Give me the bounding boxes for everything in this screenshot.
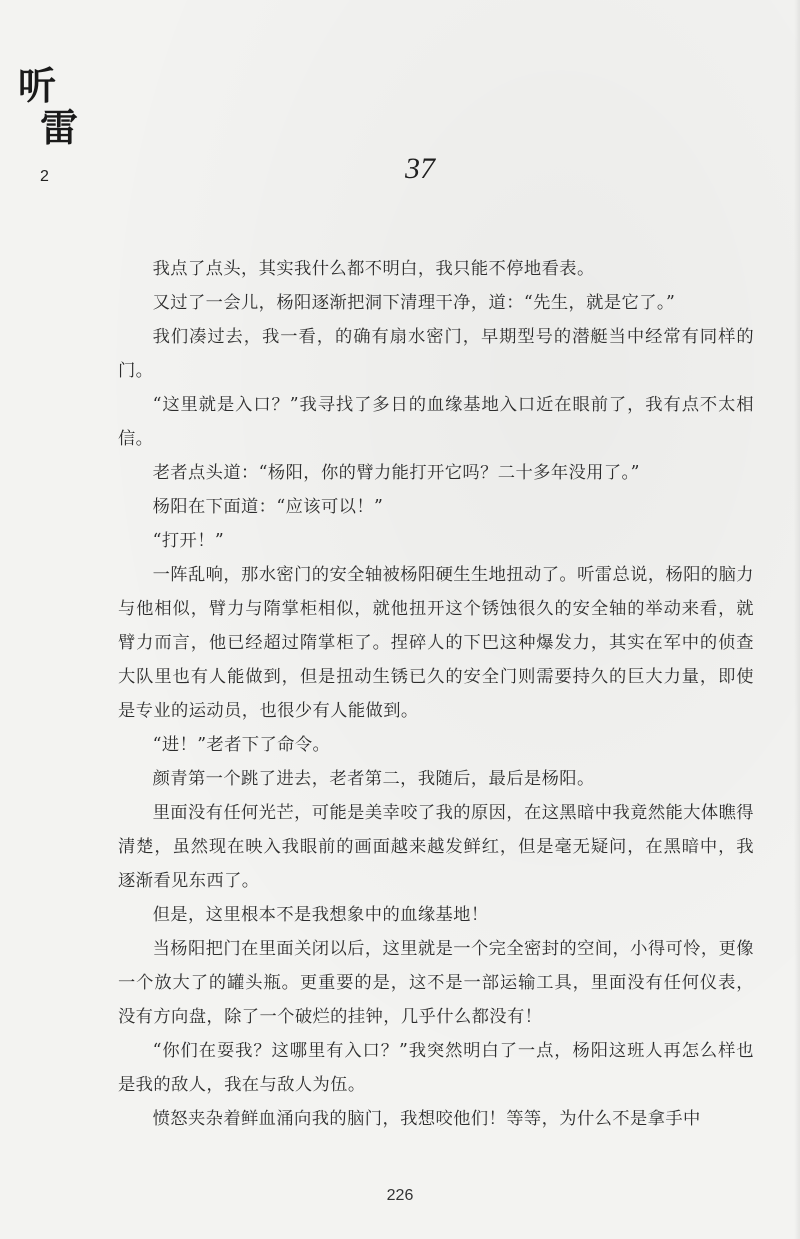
paragraph-8: 一阵乱响，那水密门的安全轴被杨阳硬生生地扭动了。听雷总说，杨阳的脑力与他相似，臂力与隋掌柜相似，就他扭开这个锈蚀很久的安全轴的举动来看，就臂力而言，他已经超过隋掌柜了。捏碎人的下巴这种爆发力，其实在军中的侦查大队里也有人能做到，但是扭动生锈已久的安全门则需要持久的巨大力量，即使是专业的运动员，也很少有人能做到。: [118, 565, 754, 721]
paragraph-6: 杨阳在下面道：“应该可以！”: [152, 497, 384, 517]
chapter-number: 37: [405, 152, 435, 185]
paragraph-12: 但是，这里根本不是我想象中的血缘基地！: [152, 905, 489, 925]
paragraph-11: 里面没有任何光芒，可能是美幸咬了我的原因，在这黑暗中我竟然能大体瞧得清楚，虽然现在映入我眼前的画面越来越发鲜红，但是毫无疑问，在黑暗中，我逐渐看见东西了。: [118, 803, 754, 891]
paragraph-10: 颜青第一个跳了进去，老者第二，我随后，最后是杨阳。: [152, 769, 595, 789]
paragraph-13: 当杨阳把门在里面关闭以后，这里就是一个完全密封的空间，小得可怜，更像一个放大了的罐头瓶。更重要的是，这不是一部运输工具，里面没有任何仪表，没有方向盘，除了一个破烂的挂钟，几乎什么都没有！: [118, 939, 754, 1027]
book-title-char-1: 听: [18, 63, 57, 108]
page-number: 226: [386, 1187, 414, 1204]
paragraph-2: 又过了一会儿，杨阳逐渐把洞下清理干净，道：“先生，就是它了。”: [152, 293, 676, 313]
paragraph-5: 老者点头道：“杨阳，你的臂力能打开它吗？二十多年没用了。”: [152, 463, 640, 483]
running-book-title: [18, 64, 78, 150]
paragraph-14: “你们在耍我？这哪里有入口？”我突然明白了一点，杨阳这班人再怎么样也是我的敌人，我在与敌人为伍。: [118, 1041, 754, 1095]
paragraph-7: “打开！”: [152, 531, 225, 551]
volume-number: 2: [40, 168, 49, 185]
paragraph-1: 我点了点头，其实我什么都不明白，我只能不停地看表。: [152, 259, 595, 279]
book-title-char-2: 雷: [40, 105, 79, 150]
body-text: [118, 252, 754, 1136]
paragraph-15: 愤怒夹杂着鲜血涌向我的脑门，我想咬他们！等等，为什么不是拿手中: [152, 1109, 701, 1129]
paragraph-9: “进！”老者下了命令。: [152, 735, 331, 755]
paragraph-4: “这里就是入口？”我寻找了多日的血缘基地入口近在眼前了，我有点不太相信。: [118, 395, 754, 449]
paragraph-3: 我们凑过去，我一看，的确有扇水密门，早期型号的潜艇当中经常有同样的门。: [118, 327, 754, 381]
page-edge-shadow: [794, 0, 800, 1239]
